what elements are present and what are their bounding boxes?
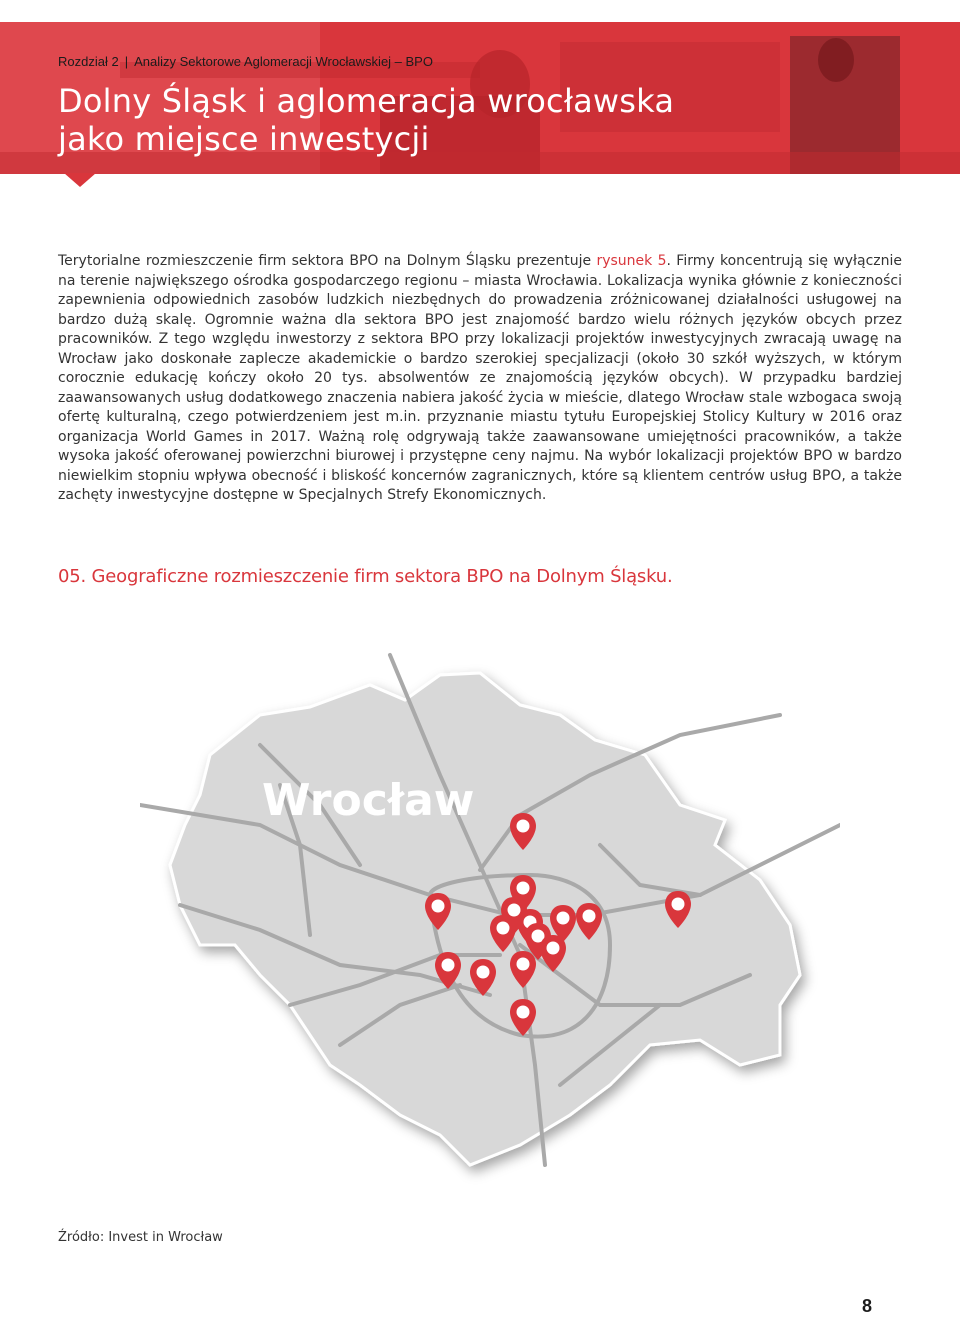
page-number: 8: [862, 1296, 873, 1316]
figure-source: Źródło: Invest in Wrocław: [58, 1230, 223, 1245]
page-title-line2: jako miejsce inwestycji: [58, 120, 430, 158]
body-text-start: Terytorialne rozmieszczenie firm sektora BPO na Dolnym Śląsku prezentuje: [58, 253, 597, 269]
wroclaw-map: [140, 645, 840, 1185]
page-title-line1: Dolny Śląsk i aglomeracja wrocławska: [58, 82, 675, 120]
map-city-label: Wrocław: [262, 775, 475, 826]
body-paragraph: [58, 252, 902, 506]
breadcrumb: [58, 54, 433, 69]
page-title: [58, 82, 818, 158]
figure-reference-link[interactable]: rysunek 5: [596, 253, 667, 269]
banner-person-right-head: [818, 38, 854, 82]
breadcrumb-section: Analizy Sektorowe Aglomeracji Wrocławskiej – BPO: [134, 54, 433, 69]
breadcrumb-chapter: Rozdział 2: [58, 54, 119, 69]
body-text-rest: . Firmy koncentrują się wyłącznie na terenie największego ośrodka gospodarczego regionu – miasta Wrocławia. Lokalizacja wynika głównie z konieczności zapewnienia odpowiednich zasobów ludzkich niezbędnych do prowadzenia zróżnicowanej działalności usługowej na bardzo dużą skalę. Ogromnie ważna dla sektora BPO jest znajomość bardzo wielu różnych języków obcych przez pracowników. Z tego względu inwestorzy z sektora BPO przy lokalizacji projektów inwestycyjnych zwracają uwagę na Wrocław jako doskonałe zaplecze akademickie o bardzo szerokiej specjalizacji (około 30 szkół wyższych, w którym corocznie edukację kończy około 20 tys. absolwentów ze znajomością języków obcych). W przypadku bardziej zaawansowanych usług dodatkowego znaczenia nabiera jakość życia w mieście, dlatego Wrocław stale wzbogaca swoją ofertę kulturalną, czego potwierdzeniem jest m.in. przyznanie miastu tytułu Europejskiej Stolicy Kultury w 2016 oraz organizacja World Games in 2017. Ważną rolę odgrywają także zaawansowane umiejętności pracowników, a także wysoka jakość oferowanej powierzchni biurowej i przystępne ceny najmu. Na wybór lokalizacji projektów BPO w bardzo niewielkim stopniu wpływa obecność i bliskość koncernów zagranicznych, które są klientem centrów usług BPO, a także zachęty inwestycyjne dostępne w Specjalnych Strefy Ekonomicznych.: [58, 253, 902, 503]
breadcrumb-separator: |: [124, 54, 129, 69]
figure-title: 05. Geograficzne rozmieszczenie firm sektora BPO na Dolnym Śląsku.: [58, 566, 673, 587]
banner-pointer: [64, 173, 96, 187]
